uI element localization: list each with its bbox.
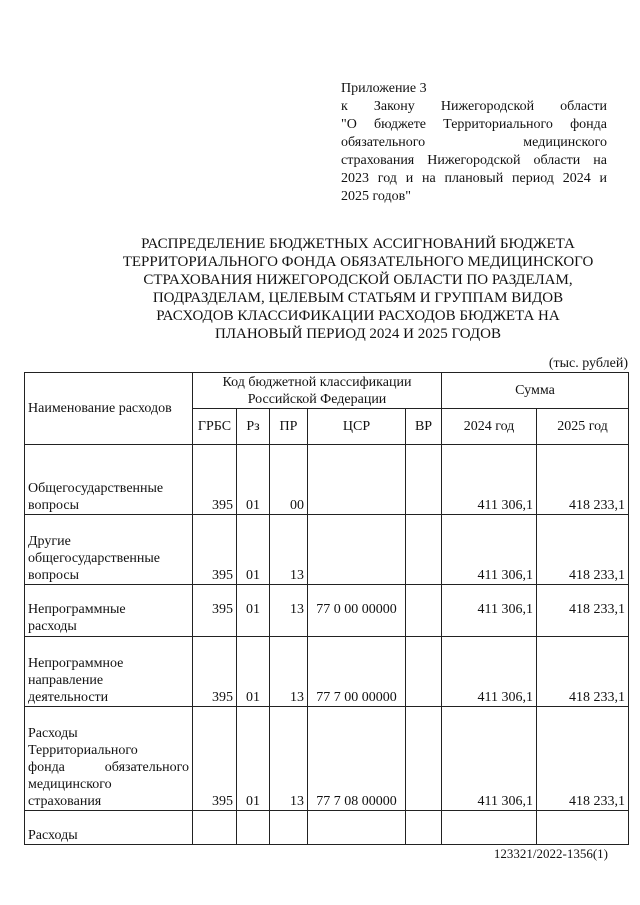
row-pr: 00 bbox=[270, 445, 308, 515]
appendix-line: обязательного медицинского bbox=[341, 135, 607, 150]
row-rz: 01 bbox=[237, 515, 270, 585]
row-csr bbox=[308, 515, 406, 585]
row-pr: 13 bbox=[270, 637, 308, 707]
document-title bbox=[108, 235, 608, 343]
row-name: Расходы bbox=[25, 811, 193, 845]
document-number: 123321/2022-1356(1) bbox=[493, 846, 608, 861]
row-name: Другие общегосударственные вопросы bbox=[25, 515, 193, 585]
table-row bbox=[25, 585, 629, 637]
row-name: Расходы Территориального фонда обязательного медицинского страхования bbox=[25, 707, 193, 811]
appendix-line: 2025 годов" bbox=[341, 189, 411, 204]
table-row bbox=[25, 811, 629, 845]
budget-table bbox=[24, 372, 629, 845]
row-vr bbox=[406, 585, 442, 637]
row-csr bbox=[308, 811, 406, 845]
row-2024: 411 306,1 bbox=[442, 585, 537, 637]
row-name: Непрограммные расходы bbox=[25, 585, 193, 637]
row-2024: 411 306,1 bbox=[442, 515, 537, 585]
row-csr bbox=[308, 445, 406, 515]
row-rz: 01 bbox=[237, 585, 270, 637]
row-csr: 77 0 00 00000 bbox=[308, 585, 406, 637]
row-pr bbox=[270, 811, 308, 845]
row-name: Непрограммное направление деятельности bbox=[25, 637, 193, 707]
row-2025 bbox=[537, 811, 629, 845]
row-pr: 13 bbox=[270, 515, 308, 585]
row-2024: 411 306,1 bbox=[442, 445, 537, 515]
title-line: ПОДРАЗДЕЛАМ, ЦЕЛЕВЫМ СТАТЬЯМ И ГРУППАМ ВИДОВ bbox=[152, 290, 564, 306]
row-grbs: 395 bbox=[193, 707, 237, 811]
row-2025: 418 233,1 bbox=[537, 585, 629, 637]
header-code-line: Российской Федерации bbox=[247, 391, 387, 407]
title-line: РАСХОДОВ КЛАССИФИКАЦИИ РАСХОДОВ БЮДЖЕТА НА bbox=[156, 308, 560, 324]
row-grbs: 395 bbox=[193, 445, 237, 515]
title-line: ПЛАНОВЫЙ ПЕРИОД 2024 И 2025 ГОДОВ bbox=[215, 326, 501, 342]
appendix-header bbox=[341, 80, 607, 206]
row-vr bbox=[406, 637, 442, 707]
header-csr: ЦСР bbox=[308, 409, 406, 445]
header-code-group bbox=[193, 373, 442, 409]
table-row bbox=[25, 707, 629, 811]
header-2025: 2025 год bbox=[537, 409, 629, 445]
row-2025: 418 233,1 bbox=[537, 515, 629, 585]
appendix-line: "О бюджете Территориального фонда bbox=[341, 117, 607, 132]
row-pr: 13 bbox=[270, 707, 308, 811]
table-row bbox=[25, 637, 629, 707]
table-row bbox=[25, 515, 629, 585]
units-label: (тыс. рублей) bbox=[548, 356, 628, 371]
title-line: ТЕРРИТОРИАЛЬНОГО ФОНДА ОБЯЗАТЕЛЬНОГО МЕДИЦИНСКОГО bbox=[122, 254, 594, 270]
row-2024: 411 306,1 bbox=[442, 707, 537, 811]
row-2024 bbox=[442, 811, 537, 845]
row-2025: 418 233,1 bbox=[537, 637, 629, 707]
title-line: СТРАХОВАНИЯ НИЖЕГОРОДСКОЙ ОБЛАСТИ ПО РАЗДЕЛАМ, bbox=[143, 272, 573, 288]
row-pr: 13 bbox=[270, 585, 308, 637]
header-code-line: Код бюджетной классификации bbox=[222, 374, 412, 390]
header-sum-group: Сумма bbox=[442, 373, 629, 409]
row-2025: 418 233,1 bbox=[537, 707, 629, 811]
row-grbs: 395 bbox=[193, 515, 237, 585]
appendix-line: к Закону Нижегородской области bbox=[341, 99, 607, 114]
table-row bbox=[25, 445, 629, 515]
row-vr bbox=[406, 811, 442, 845]
row-csr: 77 7 00 00000 bbox=[308, 637, 406, 707]
header-name: Наименование расходов bbox=[25, 373, 193, 445]
title-line: РАСПРЕДЕЛЕНИЕ БЮДЖЕТНЫХ АССИГНОВАНИЙ БЮДЖЕТА bbox=[141, 236, 575, 252]
header-rz: Рз bbox=[237, 409, 270, 445]
row-rz: 01 bbox=[237, 637, 270, 707]
header-2024: 2024 год bbox=[442, 409, 537, 445]
row-name: Общегосударственные вопросы bbox=[25, 445, 193, 515]
header-grbs: ГРБС bbox=[193, 409, 237, 445]
row-vr bbox=[406, 445, 442, 515]
appendix-line: 2023 год и на плановый период 2024 и bbox=[341, 171, 607, 186]
appendix-line: страхования Нижегородской области на bbox=[341, 153, 607, 168]
row-grbs: 395 bbox=[193, 637, 237, 707]
row-csr: 77 7 08 00000 bbox=[308, 707, 406, 811]
header-vr: ВР bbox=[406, 409, 442, 445]
row-vr bbox=[406, 515, 442, 585]
row-grbs: 395 bbox=[193, 585, 237, 637]
row-2025: 418 233,1 bbox=[537, 445, 629, 515]
row-rz: 01 bbox=[237, 445, 270, 515]
row-vr bbox=[406, 707, 442, 811]
appendix-line: Приложение 3 bbox=[341, 81, 427, 96]
header-pr: ПР bbox=[270, 409, 308, 445]
row-rz: 01 bbox=[237, 707, 270, 811]
row-grbs bbox=[193, 811, 237, 845]
row-2024: 411 306,1 bbox=[442, 637, 537, 707]
row-rz bbox=[237, 811, 270, 845]
